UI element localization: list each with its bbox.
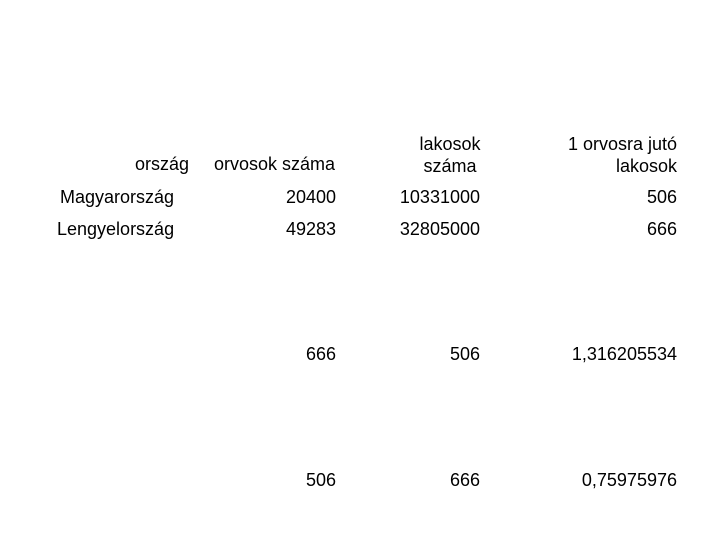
row-country: Lengyelország	[57, 219, 175, 239]
header-doctors: orvosok száma	[213, 154, 335, 174]
row-per-doctor: 666	[646, 219, 677, 239]
row-residents: 32805000	[399, 219, 480, 239]
row-per-doctor: 506	[646, 187, 677, 207]
ratio-value-a: 506	[305, 470, 336, 490]
ratio-result: 1,316205534	[571, 344, 677, 364]
header-residents-line1: lakosok	[419, 134, 481, 154]
header-country: ország	[134, 154, 189, 174]
header-per-doctor-line1: 1 orvosra jutó	[567, 134, 677, 154]
row-residents: 10331000	[399, 187, 480, 207]
ratio-value-a: 666	[305, 344, 336, 364]
header-residents-line2: száma	[423, 156, 477, 176]
ratio-value-b: 506	[449, 344, 480, 364]
ratio-value-b: 666	[449, 470, 480, 490]
row-doctors: 49283	[285, 219, 336, 239]
row-doctors: 20400	[285, 187, 336, 207]
header-per-doctor-line2: lakosok	[615, 156, 677, 176]
ratio-result: 0,75975976	[581, 470, 677, 490]
row-country: Magyarország	[60, 187, 175, 207]
